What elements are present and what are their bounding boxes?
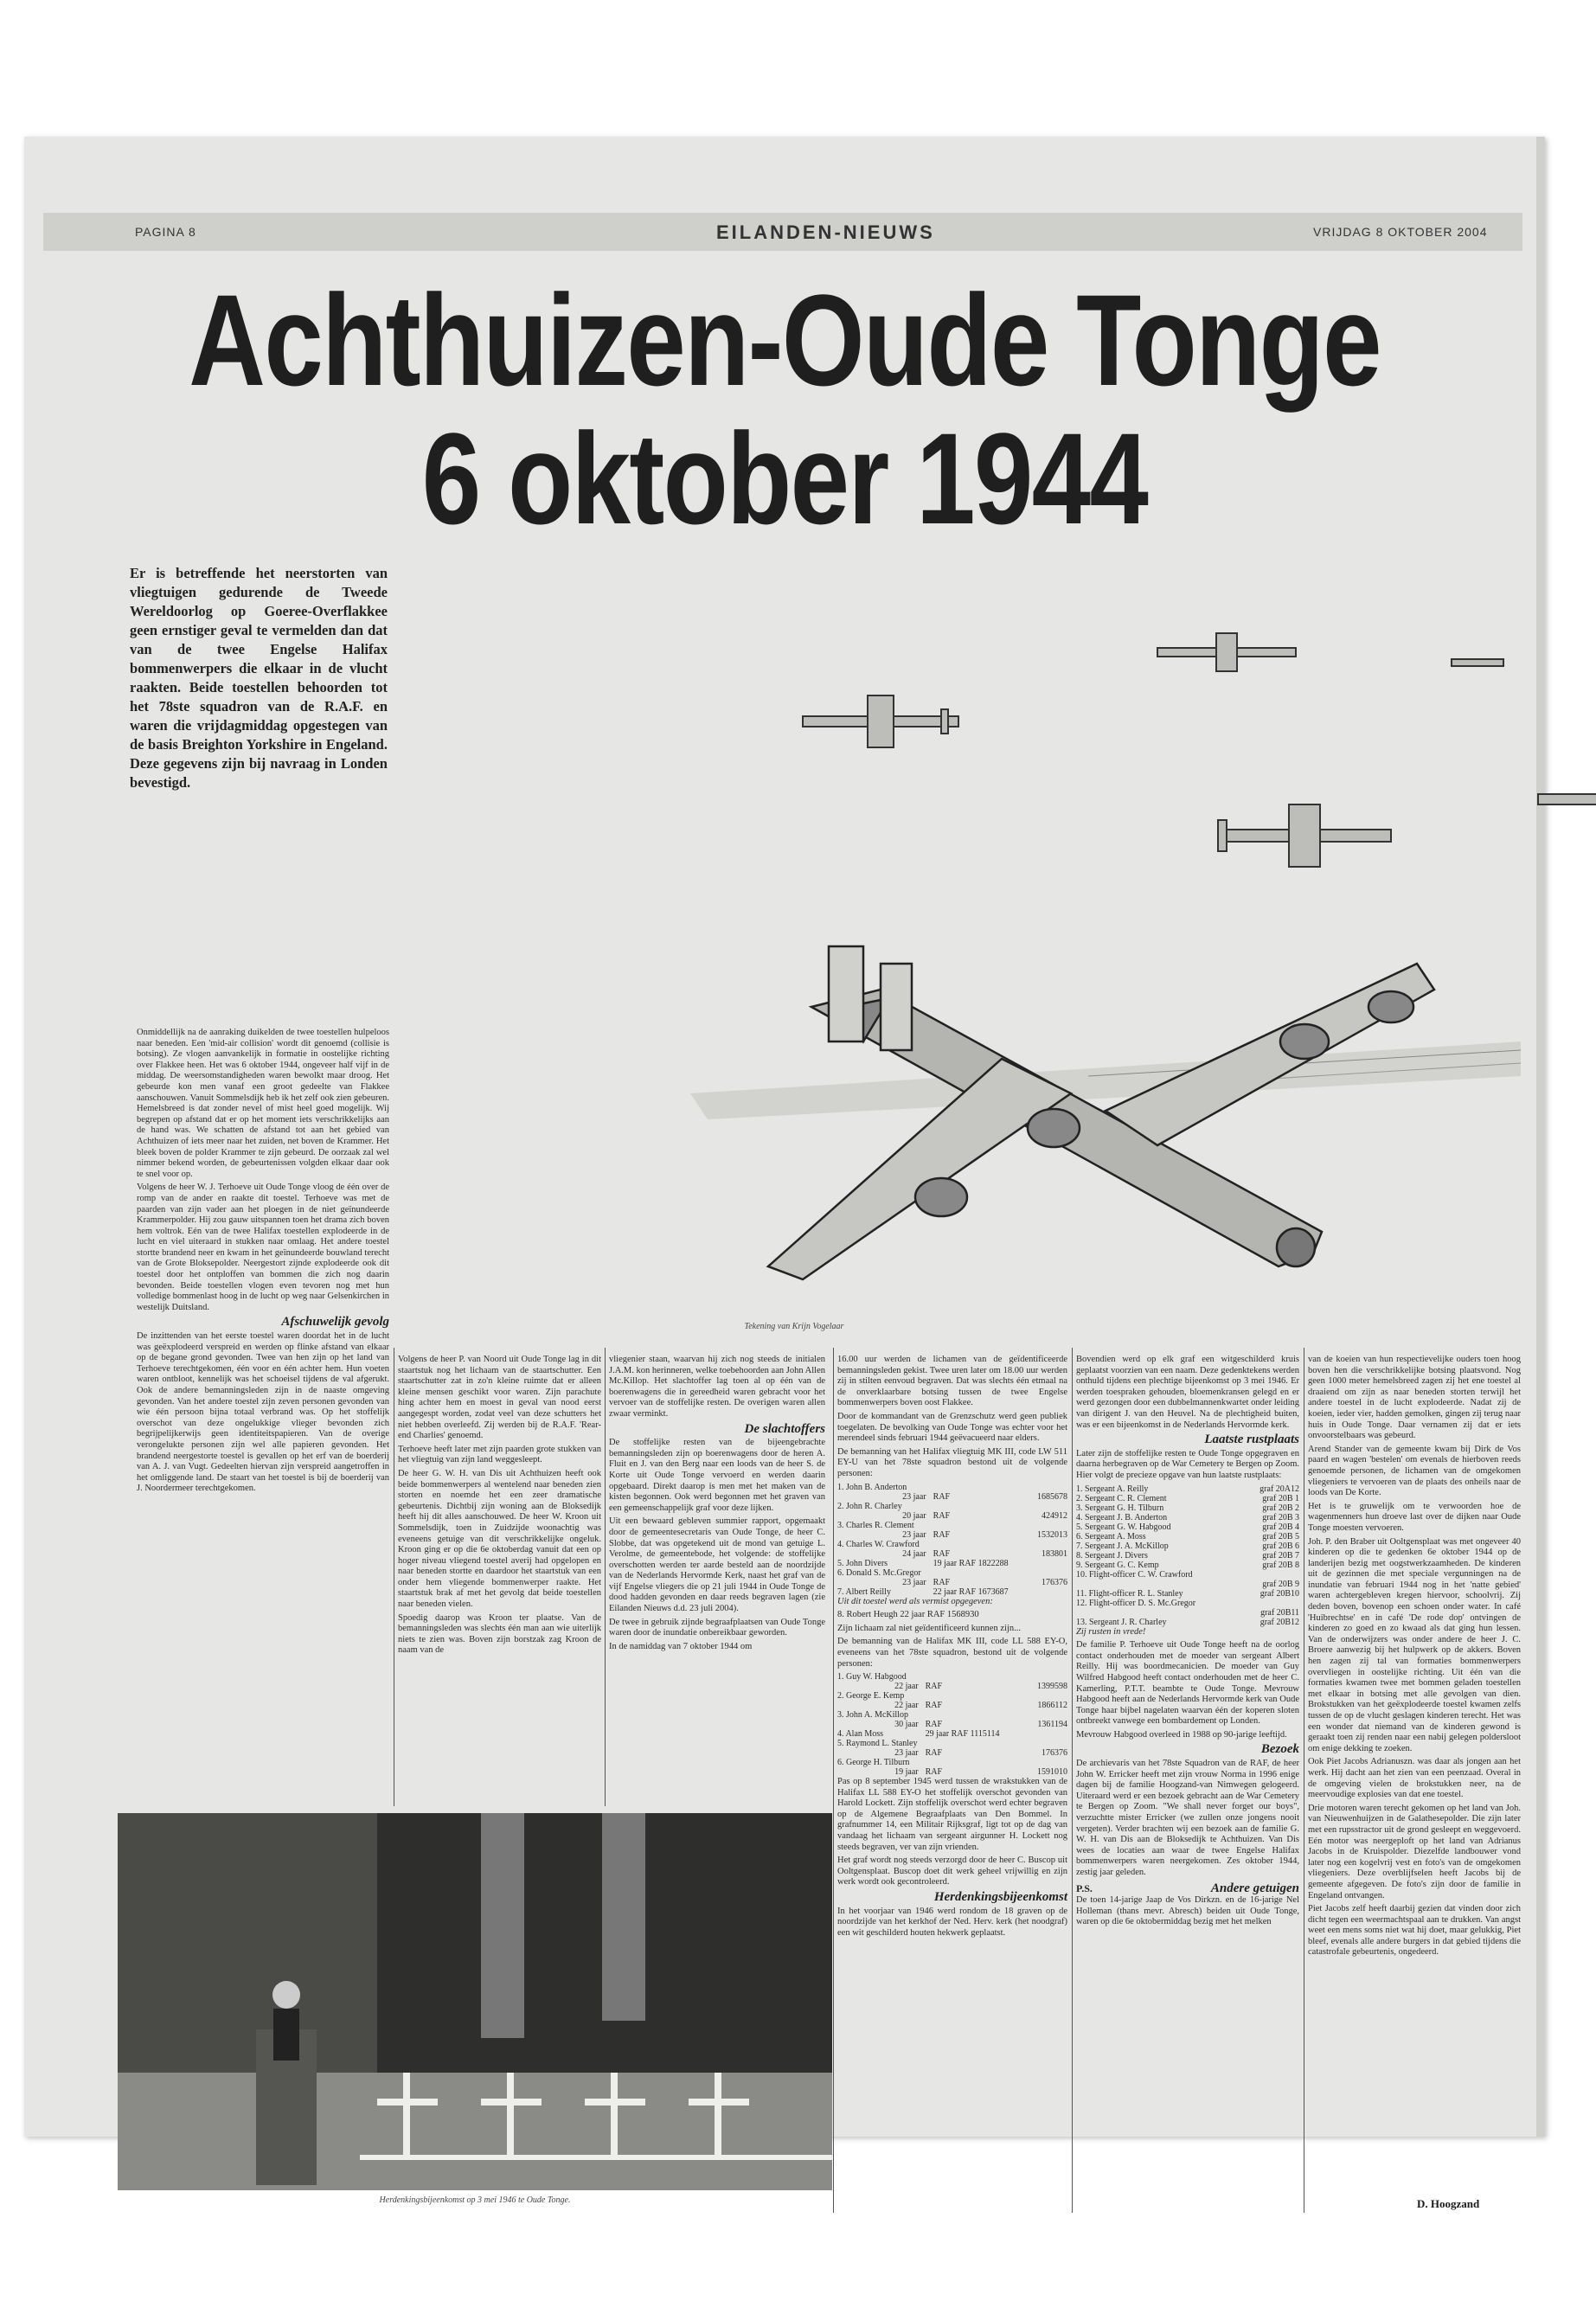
table-row (837, 1502, 1067, 1511)
col3-paragraph-2: De stoffelijke resten van de bijeengebrachte bemanningsleden zijn op boerenwagens door de heren A. Fluit en J. van den Berg naar een loods van de heer S. de Korte uit Oude Tonge vervoerd en werden daarin opgebaard. Direkt daarop is men met het maken van de kisten begonnen. Ook werd begonnen met het graven van een gemeenschappelijk graf voor deze lijken. (609, 1438, 825, 1513)
table-row (837, 1729, 1067, 1739)
table-row (837, 1739, 1067, 1748)
grave-number: graf 20B12 (1259, 1617, 1299, 1627)
crew-age: 23 jaar (902, 1491, 926, 1502)
crew-number: 1361194 (1037, 1720, 1067, 1730)
table-row (1076, 1494, 1299, 1503)
column-rule (1072, 1348, 1073, 2213)
crew-name: 6. George H. Tilburn (837, 1758, 910, 1768)
crew-age: 29 jaar (925, 1729, 950, 1740)
subheading-herdenkingsbijeenkomst: Herdenkingsbijeenkomst (933, 1890, 1067, 1905)
newspaper-page (24, 137, 1545, 2210)
col4-paragraph-1: 16.00 uur werden de lichamen van de geïdentificeerde bemanningsleden gekist. Twee uren later om 18.00 uur werden zij in stilten eenvoud begraven. Dat was slechts één etmaal na de onverklaarbare botsing tussen de twee Engelse bommenwerpers boven oost Flakkee. (837, 1355, 1067, 1408)
col4-paragraph-5: De bemanning van de Halifax MK III, code LL 588 EY-O, eveneens van het 78ste squadron, bestond uit de volgende personen: (837, 1637, 1067, 1669)
crew-age: 22 jaar (894, 1701, 919, 1711)
col4-paragraph-2: Door de kommandant van de Grenzschutz werd geen publiek toegelaten. De bevolking van Oude Tonge was echter voor het merendeel sinds februari 1944 geëvacueerd naar elders. (837, 1411, 1067, 1444)
grave-name: 4. Sergeant J. B. Anderton (1076, 1512, 1168, 1522)
table-row (837, 1540, 1067, 1549)
grave-number: graf 20B 6 (1262, 1541, 1299, 1551)
memorial-photo (118, 1813, 832, 2190)
table-row (1076, 1580, 1299, 1589)
crew-number: 1115114 (970, 1729, 1000, 1740)
table-row (837, 1530, 1067, 1540)
crew-name: 3. Charles R. Clement (837, 1520, 914, 1530)
crew-name: 5. Raymond L. Stanley (837, 1739, 918, 1749)
crew-name: 8. Robert Heugh (837, 1610, 898, 1620)
table-row (837, 1672, 1067, 1682)
table-row (837, 1701, 1067, 1710)
table-row (1076, 1522, 1299, 1532)
subheading-andere-getuigen: Andere getuigen (1210, 1881, 1299, 1895)
headline-line-2: 6 oktober 1944 (421, 406, 1148, 551)
missing-crew-member (837, 1610, 1067, 1621)
grave-name: 7. Sergeant J. A. McKillop (1076, 1541, 1169, 1551)
table-row (837, 1483, 1067, 1492)
crew-name: 1. Guy W. Habgood (837, 1672, 907, 1682)
table-row (1076, 1551, 1299, 1561)
table-row (837, 1682, 1067, 1691)
table-row (837, 1691, 1067, 1701)
grave-name: 6. Sergeant A. Moss (1076, 1531, 1146, 1541)
crew-unit: RAF (958, 1558, 977, 1568)
table-row (1076, 1561, 1299, 1570)
grave-name: 3. Sergeant G. H. Tilburn (1076, 1503, 1164, 1513)
column-2 (398, 1355, 601, 1804)
table-row (837, 1710, 1067, 1720)
crew-number: 176376 (1042, 1577, 1067, 1587)
col2-paragraph-1: Volgens de heer P. van Noord uit Oude Tonge lag in dit staartstuk nog het lichaam van de staartschutter. Een staartschutter zat in zo'n kleine ruimte dat er alleen kleine mensen geschikt voor waren. Zijn parachute hing achter hem en moest in geval van nood eerst aangegespt worden, zodat veel van deze schutters het niet hebben overleefd. Zij werden bij de R.A.F. 'Rear-end Charlies' genoemd. (398, 1355, 601, 1441)
newspaper-name: EILANDEN-NIEUWS (716, 221, 935, 243)
grave-number: graf 20B 7 (1262, 1550, 1299, 1561)
crew-name: 3. John A. McKillop (837, 1710, 908, 1721)
col3-paragraph-1: vliegenier staan, waarvan hij zich nog steeds de initialen J.A.M. kon herinneren, welke toebehoorden aan John Allen Mc.Killop. Het slachtoffer lag toen al op één van de boerenwagens die in gereedheid waren gebracht voor het vervoer van de stoffelijke resten. De overigen waren allen zwaar verminkt. (609, 1355, 825, 1419)
table-row (1076, 1608, 1299, 1618)
subheading-laatste-rustplaats: Laatste rustplaats (1204, 1433, 1299, 1447)
crew-number: 1568930 (946, 1610, 979, 1620)
table-row (837, 1511, 1067, 1521)
crew-number: 1685678 (1037, 1491, 1067, 1502)
col6-paragraph-1: van de koeien van hun respectievelijke ouders toen hoog boven hen die verschrikkelijke botsing plaatsvond. Nog geen 1000 meter hemelsbreed zagen zij het ene toestel al draaiend om zijn as naar beneden storten terwijl het andere toestel in de lucht explodeerde. Nadat zij de koeien, ieder vier, hadden gemolken, gingen zij terug naar huis in Oude Tonge. Daar vernamen zij dat er iets onvoorstelbaars was gebeurd. (1308, 1355, 1521, 1441)
crew-name: 6. Donald S. Mc.Gregor (837, 1567, 921, 1578)
crew-age: 22 jaar (900, 1610, 926, 1620)
crew-age: 22 jaar (933, 1586, 958, 1597)
crew-number: 1866112 (1037, 1701, 1067, 1711)
table-row (837, 1492, 1067, 1502)
crew-unit: RAF (925, 1767, 943, 1778)
col5-paragraph-6: De toen 14-jarige Jaap de Vos Dirkzn. en de 16-jarige Nel Holleman (thans mevr. Abresch) beiden uit Oude Tonge, waren op die 6e oktobermiddag bezig met het melken (1076, 1895, 1299, 1927)
crew-name: 5. John Divers (837, 1558, 888, 1568)
crew-number: 1399598 (1037, 1682, 1067, 1692)
col5-paragraph-5: De archievaris van het 78ste Squadron van de RAF, de heer John W. Erricker heeft met zijn vrouw Norma in 1996 enige dagen bij de familie Hoogzand-van Nimwegen gelogeerd. Uiteraard werd er een bezoek gebracht aan de War Cemetery te Bergen op Zoom. "We shall never forget our boys", verzuchtte mister Erricker (we zullen onze jongens nooit vergeten). Verder brachten wij een bezoek aan de familie G. W. H. van Dis aan de Bloksedijk te Achthuizen. Van Dis wees de locaties aan waar de twee Engelse Halifax bommenwerpers waren neergekomen. Zes oktober 1944, zestig jaar geleden. (1076, 1759, 1299, 1877)
grave-name: 9. Sergeant G. C. Kemp (1076, 1560, 1159, 1570)
crew-table-ey-u (837, 1483, 1067, 1597)
table-row (837, 1758, 1067, 1767)
table-row (837, 1559, 1067, 1568)
page-number: PAGINA 8 (135, 225, 196, 239)
crew-age: 23 jaar (894, 1748, 919, 1759)
col2-paragraph-3: De heer G. W. H. van Dis uit Achthuizen heeft ook beide bommenwerpers al wentelend naar beneden zien storten en noemde het een zeer dramatische gebeurtenis. Dichtbij zijn woning aan de Bloksedijk heeft hij dit alles aanschouwed. De heer W. Kroon uit Sommelsdijk, toen in Zuidzijde woonachtig was eveneens getuige van dit verschrikkelijke ongeluk. Kroon ging er op die 6e oktoberdag vanuit dat een op hoger niveau vliegend toestel averij had opgelopen en naar beneden stortte en daardoor het staartstuk van een onder hem vliegende bommenwerper raakte. Het staartstuk brak af met het gevolg dat beide toestellen naar beneden vielen. (398, 1468, 601, 1610)
table-row (837, 1568, 1067, 1578)
table-row (1076, 1503, 1299, 1513)
grave-number: graf 20B 1 (1262, 1493, 1299, 1503)
crew-number: 1822288 (977, 1558, 1009, 1568)
crew-number: 1673687 (977, 1586, 1009, 1597)
subheading-afschuwelijk-gevolg: Afschuwelijk gevolg (281, 1315, 389, 1330)
crew-unit: RAF (933, 1577, 951, 1587)
photo-caption: Herdenkingsbijeenkomst op 3 mei 1946 te Oude Tonge. (379, 2195, 571, 2205)
table-row (1076, 1484, 1299, 1494)
crew-number: 183801 (1042, 1548, 1067, 1559)
grave-number: graf 20B 4 (1262, 1522, 1299, 1532)
col6-paragraph-2: Arend Stander van de gemeente kwam bij Dirk de Vos paard en wagen 'bestelen' om evenals de hierboven reeds genoemde personen, de lichamen van de omgekomen vliegeniers te vervoeren van de plaats des onheils naar de loods van De Korte. (1308, 1444, 1521, 1498)
col4-paragraph-3: De bemanning van het Halifax vliegtuig MK III, code LW 511 EY-U van het 78ste squadron bestond uit de volgende personen: (837, 1446, 1067, 1478)
ps-label: P.S. (1076, 1881, 1093, 1894)
crew-unit: RAF (925, 1720, 943, 1730)
bomber-illustration (396, 557, 1521, 1318)
table-row (837, 1748, 1067, 1758)
crew-unit: RAF (933, 1491, 951, 1502)
crew-number: 176376 (1042, 1748, 1067, 1759)
grave-name: 13. Sergeant J. R. Charley (1076, 1617, 1167, 1627)
crew-unit: RAF (933, 1510, 951, 1521)
grave-number: graf 20B 9 (1262, 1579, 1299, 1589)
col1-paragraph-3: De inzittenden van het eerste toestel waren doordat het in de lucht was geëxplodeerd verspreid en werden op flinke afstand van elkaar op de begane grond gevonden. Twee van hen zijn op het land van Terhoeve terechtgekomen, één voor en één achter hem. Hun voeten waren ontbloot, kennelijk was het schoeisel tijdens de val afgerukt. Ook de andere bemanningsleden zijn in de naaste omgeving gevonden. Van het andere toestel zijn zeven personen gevonden van wie één persoon bijna totaal verbrand was. Op het stoffelijk overschot van deze ongelukkige vlieger bevonden zich begrijpelijkerwijs geen identiteitspapieren. Van de overige verongelukte personen zijn wel alle papieren gevonden. Het brandend neergestorte toestel is gevallen op het erf van de boerderij van A. J. van Vugt. Gedeelten hiervan zijn verspreid aangetroffen in het omliggende land. De staart van het toestel is bij de boerderij van J. Noordermeer terechtgekomen. (137, 1331, 389, 1494)
subheading-bezoek: Bezoek (1260, 1742, 1299, 1757)
table-row (1076, 1513, 1299, 1522)
table-row (1076, 1618, 1299, 1627)
ps-row (1076, 1881, 1299, 1896)
crew-name: 1. John B. Anderton (837, 1482, 907, 1492)
crew-unit: RAF (925, 1748, 943, 1759)
crew-unit: RAF (951, 1729, 969, 1740)
table-row (1076, 1570, 1299, 1580)
col4-paragraph-8: In het voorjaar van 1946 werd rondom de 18 graven op de noordzijde van het kerkhof der Ned. Herv. kerk (het noodgraf) een wit geschilderd houten hekwerk geplaatst. (837, 1906, 1067, 1938)
col6-paragraph-6: Drie motoren waren terecht gekomen op het land van Joh. van Nieuwenhuijzen in de Galathesepolder. Die zijn later met een rupsstractor uit de grond gesleept en weggevoerd. Eén motor was neergeploft op het land van Adrianus Jacobs in de Kruispolder. Diezelfde landbouwer vond later nog een kogelvrij vest en foto's van de omgekomen vliegeniers. Deze overblijfselen heeft Jacobs bij de gemeente afgegeven. De foto's zijn door de familie in Engeland ontvangen. (1308, 1803, 1521, 1900)
issue-date: VRIJDAG 8 OKTOBER 2004 (1313, 225, 1488, 239)
grave-number: graf 20B11 (1260, 1607, 1299, 1618)
col2-paragraph-2: Terhoeve heeft later met zijn paarden grote stukken van het vliegtuig van zijn land weggesleept. (398, 1444, 601, 1465)
col6-paragraph-7: Piet Jacobs zelf heeft daarbij gezien dat vinden door zich dicht tegen een weermachtspaal aan te drukken. Van angst weet een mens soms niet wat hij doet, maar gelukkig, Piet bleef, evenals alle andere burgers in dat gebied tijdens die catastrofale gebeurtenis, ongedeerd. (1308, 1904, 1521, 1958)
table-row (837, 1767, 1067, 1777)
drawing-caption: Tekening van Krijn Vogelaar (744, 1322, 844, 1331)
grave-name: 1. Sergeant A. Reilly (1076, 1484, 1149, 1494)
grave-number: graf 20B10 (1259, 1588, 1299, 1599)
crew-name: 2. John R. Charley (837, 1501, 902, 1511)
col5-paragraph-4: Mevrouw Habgood overleed in 1988 op 90-jarige leeftijd. (1076, 1729, 1287, 1740)
crew-age: 20 jaar (902, 1510, 926, 1521)
grave-number: graf 20B 5 (1262, 1531, 1299, 1541)
column-rule (833, 1348, 834, 2213)
col3-paragraph-3: Uit een bewaard gebleven summier rapport, opgemaakt door de gemeentesecretaris van Oude Tonge, de heer C. Slobbe, dat was opgetekend uit de mond van getuige L. Verolme, de gemeentebode, het volgende: de stoffelijke overschotten werden ter aarde besteld aan de noordzijde van de Nederlands Hervormde Kerk, naast het graf van de vijf Engelse vliegers die op 21 juli 1944 in Oude Tonge de dood hadden gevonden en daar reeds begraven lagen (zie Eilanden Nieuws d.d. 23 juli 2004). (609, 1516, 825, 1614)
col5-paragraph-1: Bovendien werd op elk graf een witgeschilderd kruis geplaatst voorzien van een naam. Deze gedenktekens werden onthuld tijdens een plechtige bijeenkomst op 3 mei 1946. Er werden toespraken gehouden, bloemenkransen gelegd en er werd gezongen door een dubbelmannenkwartet onder leiding van dirigent J. van den Heuvel. Na de plechtigheid buiten, was er een bijeenkomst in de Nederlands Hervormde kerk. (1076, 1355, 1299, 1430)
grave-number: graf 20A12 (1259, 1484, 1299, 1494)
grave-number: graf 20B 2 (1262, 1503, 1299, 1513)
crew-number: 1532013 (1037, 1529, 1067, 1540)
col1-paragraph-2: Volgens de heer W. J. Terhoeve uit Oude Tonge vloog de één over de romp van de ander en raakte dit toestel. Terhoeve was met de paarden van zijn vader aan het ploegen in de niet geïnundeerde Krammerpolder. Hij zou gauw uitspannen toen het drama zich boven hem voltrok. Eén van de twee Halifax toestellen explodeerde in de lucht en viel uiteraard in stukken naar omlaag. Het andere toestel stortte brandend neer en kwam in het geïnundeerde bouwland terecht van de Grote Bloksepolder. Neergestort zijnde explodeerde ook dit toestel door het ontploffen van bommen die zich nog daarin bevonden. Beide toestellen vlogen even tevoren nog met hun volledige bommenlast hoog in de lucht op weg naar Gelsenkirchen in westelijk Duitsland. (137, 1183, 389, 1312)
memorial-photo-image (118, 1813, 832, 2190)
crew-unit: RAF (933, 1529, 951, 1540)
grave-name: 12. Flight-officer D. S. Mc.Gregor (1076, 1598, 1196, 1608)
column-3 (609, 1355, 825, 1804)
bomber-drawing (396, 557, 1521, 1318)
crew-unit: RAF (926, 1610, 945, 1620)
crew-detail (926, 1729, 1067, 1739)
column-6 (1308, 1355, 1521, 2185)
col4-paragraph-4: Zijn lichaam zal niet geïdentificeerd kunnen zijn... (837, 1623, 1021, 1633)
crew-name: 2. George E. Kemp (837, 1691, 905, 1702)
author-signature: D. Hoogzand (1417, 2197, 1480, 2210)
table-row (837, 1578, 1067, 1587)
crew-number: 1591010 (1037, 1767, 1067, 1778)
grave-number: graf 20B 8 (1262, 1560, 1299, 1570)
crew-name: 4. Alan Moss (837, 1729, 884, 1740)
col5-paragraph-2: Later zijn de stoffelijke resten te Oude Tonge opgegraven en daarna herbegraven op de War Cemetery te Bergen op Zoom. Hier volgt de precieze opgave van hun laatste rustplaats: (1076, 1448, 1299, 1480)
crew-age: 24 jaar (902, 1548, 926, 1559)
crew-name: 7. Albert Reilly (837, 1586, 891, 1597)
grave-name: 10. Flight-officer C. W. Crawford (1076, 1569, 1193, 1580)
col6-paragraph-5: Ook Piet Jacobs Adrianuszn. was daar als jongen aan het werk. Hij dacht aan het zien van een peenzaad. Overal in de omgeving vielen de brokstukken neer, na de meervoudige explosies van dat ene toestel. (1308, 1757, 1521, 1800)
crew-number: 424912 (1042, 1510, 1067, 1521)
col6-paragraph-4: Joh. P. den Braber uit Ooltgensplaat was met ongeveer 40 kinderen op die te gedenken 6e oktober 1944 op de landerijen bezig met oogstwerkzaamheden. De kinderen uit de gezinnen die met speciale vergunningen na de inundatie van februari 1944 nog in het 'natte gebied' waren achtergebleven kregen hiervoor, schoolvrij. Zij deden boven, bovenop een schoen onder water. In café 'Huibrechtse' en in café 'De rode dop' ontvingen de kinderen zo goed en zo kwaad als dat ging hun lessen. Van de onderwijzers was onder andere de heer J. C. Broere aanwezig bij het hulpwerk op de akkers. Boven hen zagen zij tal van formaties bommenwerpers overvliegen in oostelijke richting. Uit één van die formaties kwamen twee met bommen geladen toestellen met elkaar in botsing met alle gevolgen van dien. Brokstukken van het geëxplodeerde toestel kwamen zelfs tussen de op de vlucht geslagen kinderen terecht. Het was een wonder dat niemand van de kinderen gewond is geraakt toen zij renden naar een nabij gelegen poldersloot om enige dekking te zoeken. (1308, 1536, 1521, 1753)
intro-text: Er is betreffende het neerstorten van vliegtuigen gedurende de Tweede Wereldoorlog op Goeree-Overflakkee geen ernstiger geval te vermelden dan dat van de twee Engelse Halifax bommenwerpers die elkaar in de vlucht raakten. Beide toestellen behoorden tot het 78ste squadron van de R.A.F. en waren die vrijdagmiddag opgestegen van de basis Breighton Yorkshire in Engeland. Deze gegevens zijn bij navraag in Londen bevestigd. (130, 565, 388, 791)
missing-note: Uit dit toestel werd als vermist opgegeven: (837, 1596, 993, 1606)
table-row (837, 1549, 1067, 1559)
subheading-de-slachtoffers: De slachtoffers (744, 1421, 825, 1436)
col3-paragraph-5: In de namiddag van 7 oktober 1944 om (609, 1641, 753, 1651)
column-1 (137, 1028, 389, 1811)
grave-name: 2. Sergeant C. R. Clement (1076, 1493, 1167, 1503)
table-row (837, 1587, 1067, 1597)
col2-paragraph-4: Spoedig daarop was Kroon ter plaatse. Van de bemanningsleden was slechts één man aan wie uiterlijk niets te zien was. Boven zijn borstzak zag Kroon de naam van de (398, 1612, 601, 1656)
column-4 (837, 1355, 1067, 2211)
crew-detail (933, 1587, 1067, 1597)
crew-unit: RAF (958, 1586, 977, 1597)
grave-name: 8. Sergeant J. Divers (1076, 1550, 1148, 1561)
table-row (1076, 1532, 1299, 1541)
crew-table-ey-o (837, 1672, 1067, 1777)
crew-detail (933, 1559, 1067, 1568)
table-row (1076, 1589, 1299, 1599)
crew-age: 22 jaar (894, 1682, 919, 1692)
graves-table (1076, 1484, 1299, 1627)
crew-age: 30 jaar (894, 1720, 919, 1730)
col4-paragraph-6: Pas op 8 september 1945 werd tussen de wrakstukken van de Halifax LL 588 EY-O het stoffelijk overschot gevonden van Harold Lockett. Zijn stoffelijk overschot werd echter begraven op de Algemene Begraafplaats van Den Bommel. In grafnummer 14, een Militair Rijksgraf, ligt tot op de dag van vandaag het lichaam van sergeant airgunner H. Lockett nog steeds begraven, ver van zijn vrienden. (837, 1777, 1067, 1852)
table-row (837, 1521, 1067, 1530)
grave-number: graf 20B 3 (1262, 1512, 1299, 1522)
col5-paragraph-3: De familie P. Terhoeve uit Oude Tonge heeft na de oorlog contact onderhouden met de moeder van sergeant Albert Reilly. Hij was boordmecanicien. De moeder van Guy Wilfred Habgood heeft contact onderhouden met de heer C. Kamerling, P.T.T. beambte te Oude Tonge. Mevrouw Habgood heeft aan de Nederlands Hervormde kerk van Oude Tonge haar bijbel nagelaten waarvan één der koperen sloten ontbreekt vanwege een bombardement op Londen. (1076, 1640, 1299, 1727)
crew-unit: RAF (925, 1682, 943, 1692)
table-row (1076, 1599, 1299, 1608)
col1-paragraph-1: Onmiddellijk na de aanraking duikelden de twee toestellen hulpeloos naar beneden. Een 'mid-air collision' wordt dit genoemd (collisie is botsing). Ze vlogen aanvankelijk in formatie in oostelijke richting over Flakkee heen. Het was 6 oktober 1944, ongeveer half vijf in de middag. De weersomstandigheden waren bewolkt maar droog. Het gebeurde kon men vanaf een groot gedeelte van Flakkee aanschouwen. Vanuit Sommelsdijk heb ik het zelf ook zien gebeuren. Hemelsbreed is dat zonder nevel of mist heel goed mogelijk. Wij begrepen op afstand dat er op het moment iets verschrikkelijks aan de hand was. We schatten de afstand tot aan het gebied van Achthuizen of iets meer naar het zuiden, net boven de Krammer. Het bleek boven de polder Krammer te zijn gebeurd. De oorzaak zal wel nimmer bekend worden, de gebeurtenissen volgden elkaar daar ook te snel voor op. (137, 1028, 389, 1179)
crew-age: 19 jaar (933, 1558, 958, 1568)
crew-age: 19 jaar (894, 1767, 919, 1778)
col4-paragraph-7: Het graf wordt nog steeds verzorgd door de heer C. Buscop uit Ooltgensplaat. Buscop doet dit werk geheel vrijwillig en zijn werk wordt ook gecontroleerd. (837, 1856, 1067, 1888)
crew-age: 23 jaar (902, 1577, 926, 1587)
col6-paragraph-3: Het is te gruwelijk om te verwoorden hoe de wagenmenners hun droeve last over de dijken naar Oude Tonge moesten vervoeren. (1308, 1501, 1521, 1533)
grave-name: 11. Flight-officer R. L. Stanley (1076, 1588, 1183, 1599)
crew-unit: RAF (925, 1701, 943, 1711)
column-rule (605, 1348, 606, 1806)
table-row (1076, 1541, 1299, 1551)
crew-age: 23 jaar (902, 1529, 926, 1540)
col3-paragraph-4: De twee in gebruik zijnde begraafplaatsen van Oude Tonge waren door de inundatie onbereikbaar geworden. (609, 1617, 825, 1638)
headline-line-1: Achthuizen-Oude Tonge (189, 267, 1381, 413)
column-5 (1076, 1355, 1299, 2211)
crew-name: 4. Charles W. Crawford (837, 1539, 920, 1549)
rip-line: Zij rusten in vrede! (1076, 1626, 1146, 1637)
grave-name: 5. Sergeant G. W. Habgood (1076, 1522, 1171, 1532)
table-row (837, 1720, 1067, 1729)
crew-unit: RAF (933, 1548, 951, 1559)
